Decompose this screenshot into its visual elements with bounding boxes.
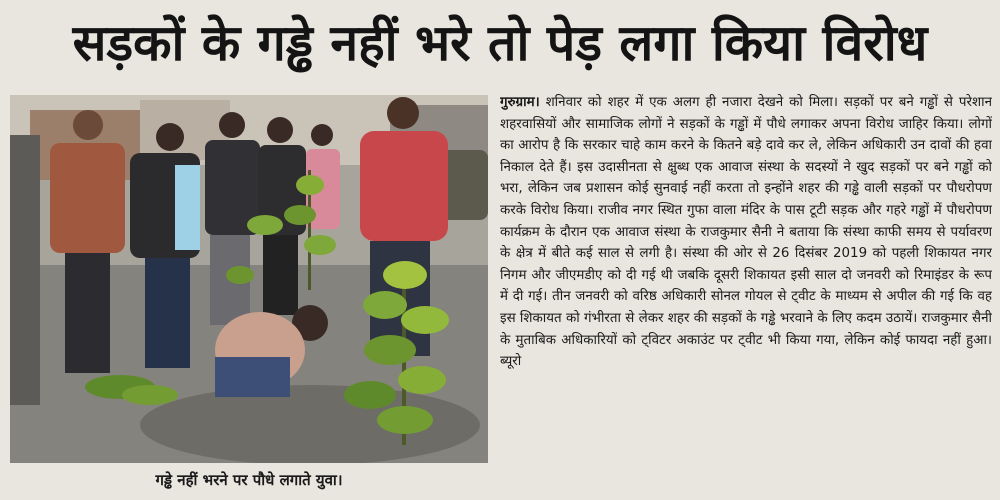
person-head <box>219 112 245 138</box>
person <box>10 135 40 405</box>
person-head <box>73 110 103 140</box>
news-photo <box>10 95 488 463</box>
person-legs <box>263 235 298 315</box>
person-jacket <box>50 143 125 253</box>
person-head <box>156 123 184 151</box>
photo-caption: गड्ढे नहीं भरने पर पौधे लगाते युवा। <box>155 471 343 489</box>
article-body: शनिवार को शहर में एक अलग ही नजारा देखने को मिला। सड़कों पर बने गड्ढों से परेशान शहरवासियों और सामाजिक लोगों ने सड़कों के गड्ढों में पौधे लगाकर अपना विरोध जाहिर किया। लोगों का आरोप है कि सरकार चाहे काम करने के कितने बड़े दावे कर ले, लेकिन अधिकारी उन दावों की हवा निकाल देते हैं। इस उदासीनता से क्षुब्ध एक आवाज संस्था के सदस्यों ने खुद सड़कों पर बने गड्ढों को भरा, लेकिन जब प्रशासन कोई सुनवाई नहीं करता तो इन्होंने शहर की गड्ढे वाली सड़कों पर पौधरोपण करके विरोध किया। राजीव नगर स्थित गुफा वाला मंदिर के पास टूटी सड़क और गहरे गड्ढों में पौधरोपण कार्यक्रम के दौरान एक आवाज संस्था के राजकुमार सैनी ने बताया कि संस्था काफी समय से पर्यावरण के क्षेत्र में बीते कई साल से लगी है। संस्था की ओर से 26 दिसंबर 2019 को पहली शिकायत नगर निगम और जीएमडीए को दी गई थी जबकि दूसरी शिकायत इसी साल दो जनवरी को रिमाइंडर के रूप में दी गई। तीन जनवरी को वरिष्ठ अधिकारी सोनल गोयल से ट्वीट के माध्यम से अपील की गई कि वह इस शिकायत को गंभीरता से लेकर शहर की सड़कों के गड्ढे भरवाने के लिए कदम उठायें। राजकुमार सैनी के मुताबिक अधिकारियों को ट्विटर अकाउंट पर ट्वीट भी किया गया, लेकिन कोई फायदा नहीं हुआ। ब्यूरो <box>500 95 992 370</box>
article-dateline: गुरुग्राम। <box>500 95 540 110</box>
person-head <box>311 124 333 146</box>
article-text <box>500 92 992 496</box>
person-tshirt <box>360 131 448 241</box>
photo-illustration <box>10 95 488 463</box>
headline: सड़कों के गड्ढे नहीं भरे तो पेड़ लगा किया विरोध <box>72 14 928 72</box>
person-head <box>267 117 293 143</box>
person-shirt <box>175 165 200 250</box>
person-legs <box>145 258 190 368</box>
person-legs <box>65 253 110 373</box>
person-jeans <box>215 357 290 397</box>
person-head <box>387 97 419 129</box>
